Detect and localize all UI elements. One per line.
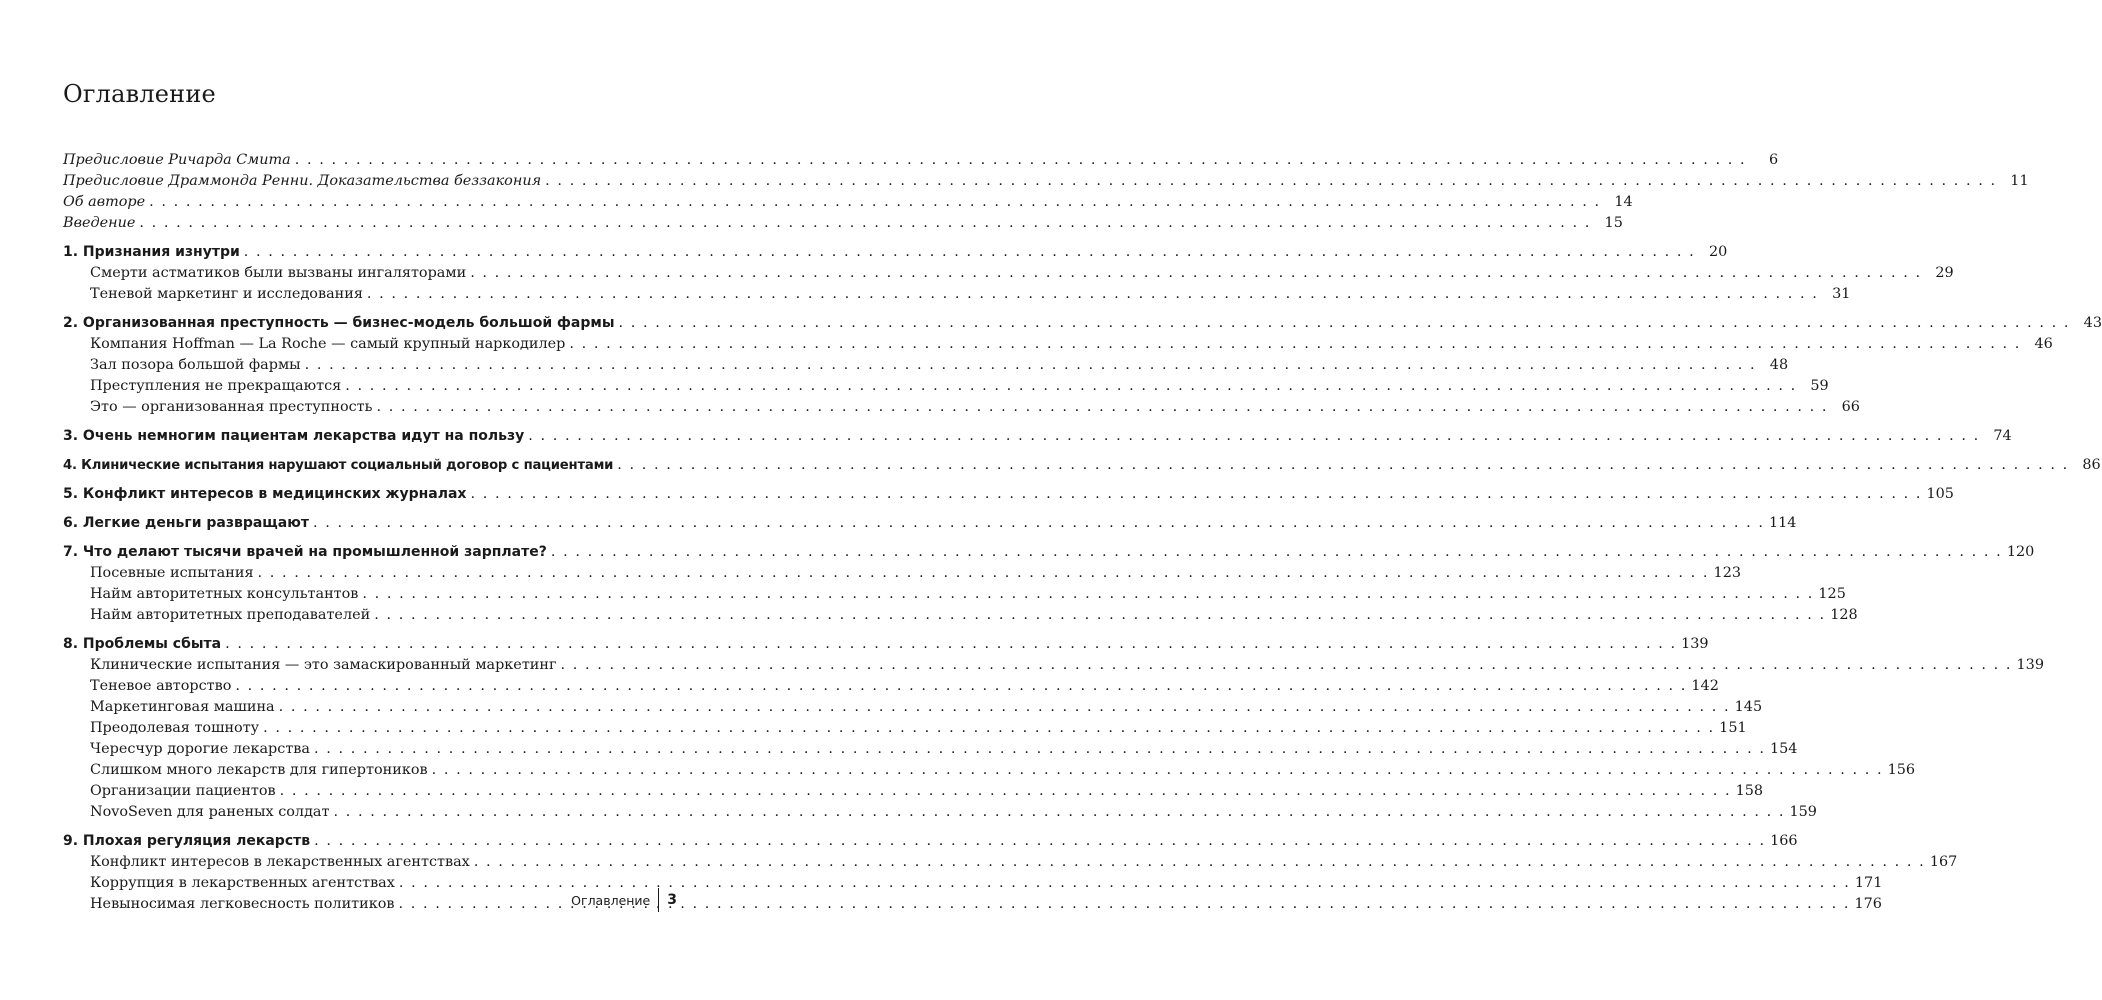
dot-leader [135,213,1590,234]
toc-chapter-3[interactable] [63,426,2012,447]
toc-section[interactable] [63,263,1954,284]
toc-chapter-title: 1. Признания изнутри [63,244,240,260]
toc-chapter-page: 166 [1770,833,1798,849]
toc-section-page: 139 [2016,657,2044,673]
spacer [63,823,659,831]
toc-entry-introduction[interactable] [63,213,1623,234]
toc-section[interactable] [63,718,1747,739]
toc-section-title: Невыносимая легковесность политиков [90,896,395,912]
dot-leader [470,852,1925,873]
dot-leader [276,781,1731,802]
toc-section-title: Преступления не прекращаются [90,378,342,394]
dot-leader [259,718,1714,739]
page-footer [571,888,677,912]
toc-entry-title: Об авторе [63,194,146,210]
toc-section-title: Найм авторитетных преподавателей [90,607,371,623]
dot-leader [310,831,1765,852]
dot-leader [291,150,1746,171]
toc-chapter-page: 20 [1708,244,1728,260]
toc-chapter-title: 6. Легкие деньги развращают [63,515,309,531]
toc-entry-title-separator: . [308,173,318,189]
dot-leader [363,284,1818,305]
toc-chapter-title: 9. Плохая регуляция лекарств [63,833,311,849]
toc-section[interactable] [63,781,1764,802]
toc-section-title: Маркетинговая машина [90,699,275,715]
spacer [63,505,659,513]
toc-section-page: 151 [1719,720,1747,736]
dot-leader [341,376,1796,397]
toc-chapter-page: 105 [1926,486,1954,502]
toc-chapter-title: 3. Очень немногим пациентам лекарства идут на пользу [63,428,525,444]
toc-section-title: Конфликт интересов в лекарственных агентствах [90,854,470,870]
spacer [63,447,659,455]
dot-leader [310,739,1765,760]
dot-leader [309,513,1764,534]
toc-section-page: 59 [1810,378,1829,394]
toc-section-title: Это — организованная преступность [90,399,373,415]
toc-section-page: 167 [1929,854,1958,870]
toc-section[interactable] [63,563,1742,584]
toc-entry-about-author[interactable] [63,192,1633,213]
toc-section-title: Слишком много лекарств для гипертоников [90,762,428,778]
dot-leader [370,605,1825,626]
toc-section[interactable] [63,852,1958,873]
toc-section-page: 66 [1841,399,1860,415]
spacer [63,305,659,313]
toc-section-title: Чересчур дорогие лекарства [90,741,310,757]
toc-section[interactable] [63,676,1719,697]
toc-section-page: 156 [1887,762,1916,778]
toc-section-page: 123 [1713,565,1742,581]
toc-entry-preface-smith[interactable] [63,150,1779,171]
toc-section-page: 48 [1769,357,1789,373]
toc-section[interactable] [63,397,1860,418]
dot-leader [221,634,1676,655]
dot-leader [428,760,1883,781]
toc-chapter-1[interactable] [63,242,1728,263]
toc-chapter-8[interactable] [63,634,1709,655]
toc-section-page: 46 [2034,336,2053,352]
toc-section-page: 142 [1691,678,1719,694]
toc-chapter-4[interactable] [63,455,2101,476]
toc-chapter-page: 74 [1993,428,2012,444]
dot-leader [565,334,2020,355]
toc-chapter-title: 2. Организованная преступность — бизнес-модель большой фармы [63,315,615,331]
footer-divider [658,888,659,912]
toc-entry-preface-rennie[interactable] [63,171,2029,192]
dot-leader [372,397,1827,418]
toc-entry-page: 14 [1614,194,1633,210]
dot-leader [240,242,1695,263]
toc-section-page: 159 [1789,804,1817,820]
toc-entry-title: Введение [63,215,136,231]
toc-section[interactable] [63,760,1916,781]
toc-section-title: Теневой маркетинг и исследования [90,286,363,302]
toc-section-title: Найм авторитетных консультантов [90,586,359,602]
toc-section-page: 29 [1935,265,1954,281]
toc-section-title: Смерти астматиков были вызваны ингаляторами [90,265,467,281]
dot-leader [358,584,1813,605]
toc-section-title: Преодолевая тошноту [90,720,260,736]
toc-chapter-title: 5. Конфликт интересов в медицинских журналах [63,486,467,502]
toc-chapter-6[interactable] [63,513,1797,534]
toc-section-page: 171 [1854,875,1883,891]
toc-chapter-page: 86 [2082,457,2101,473]
toc-chapter-9[interactable] [63,831,1798,852]
dot-leader [613,455,2068,476]
dot-leader [615,313,2070,334]
toc-section-title: Зал позора большой фармы [90,357,301,373]
toc-chapter-title: 7. Что делают тысячи врачей на промышленной зарплате? [63,544,547,560]
dot-leader [145,192,1600,213]
toc-entry-title-italic: Предисловие Драммонда Ренни [63,173,309,189]
toc-section[interactable] [63,334,2053,355]
toc-section-page: 176 [1854,896,1882,912]
toc-entry-title [63,171,541,192]
dot-leader [329,802,1784,823]
toc-section[interactable] [63,605,1858,626]
spacer [63,234,659,242]
toc-section-page: 145 [1734,699,1763,715]
dot-leader [557,655,2012,676]
dot-leader [524,426,1979,447]
toc-chapter-2[interactable] [63,313,2102,334]
toc-section-title: NovoSeven для раненых солдат [90,804,330,820]
dot-leader [254,563,1709,584]
toc-section-page: 128 [1830,607,1858,623]
toc-section-page: 125 [1818,586,1846,602]
running-footer-label: Оглавление [571,892,651,908]
toc-section[interactable] [63,284,1851,305]
toc-chapter-title: 8. Проблемы сбыта [63,636,222,652]
page-title: Оглавление [63,80,216,108]
toc-section-title: Компания Hoffman — La Roche — самый крупный наркодилер [90,336,566,352]
toc-entry-title-rest: Доказательства беззакония [317,173,542,189]
toc-entry-page: 11 [2010,173,2029,189]
toc-section[interactable] [63,739,1798,760]
dot-leader [466,484,1921,505]
toc-entry-page: 6 [1769,152,1779,168]
spacer [63,418,659,426]
toc-section-page: 154 [1769,741,1798,757]
toc-section[interactable] [63,355,1789,376]
toc-section[interactable] [63,697,1763,718]
toc-section-page: 31 [1832,286,1851,302]
table-of-contents [63,150,2102,915]
toc-section[interactable] [63,655,2044,676]
dot-leader [275,697,1730,718]
toc-section-title: Клинические испытания — это замаскированный маркетинг [90,657,557,673]
dot-leader [301,355,1756,376]
toc-chapter-5[interactable] [63,484,1954,505]
dot-leader [547,542,2002,563]
toc-entry-title: Предисловие Ричарда Смита [63,152,291,168]
toc-section[interactable] [63,873,1883,894]
toc-section-title: Теневое авторство [90,678,232,694]
spacer [63,476,659,484]
toc-chapter-title: 4. Клинические испытания нарушают социальный договор с пациентами [63,458,614,473]
dot-leader [466,263,1921,284]
toc-section[interactable] [63,376,1829,397]
toc-section-page: 158 [1735,783,1764,799]
toc-chapter-7[interactable] [63,542,2035,563]
dot-leader [541,171,1996,192]
toc-entry-page: 15 [1604,215,1623,231]
toc-section[interactable] [63,894,1882,915]
toc-chapter-page: 43 [2083,315,2102,331]
toc-section[interactable] [63,584,1846,605]
toc-section-title: Организации пациентов [90,783,276,799]
toc-chapter-page: 114 [1768,515,1797,531]
toc-chapter-page: 139 [1681,636,1709,652]
toc-section-title: Коррупция в лекарственных агентствах [90,875,395,891]
toc-section-title: Посевные испытания [90,565,254,581]
page-number: 3 [667,892,677,908]
spacer [63,534,659,542]
toc-section[interactable] [63,802,1817,823]
spacer [63,626,659,634]
toc-chapter-page: 120 [2006,544,2035,560]
dot-leader [231,676,1686,697]
